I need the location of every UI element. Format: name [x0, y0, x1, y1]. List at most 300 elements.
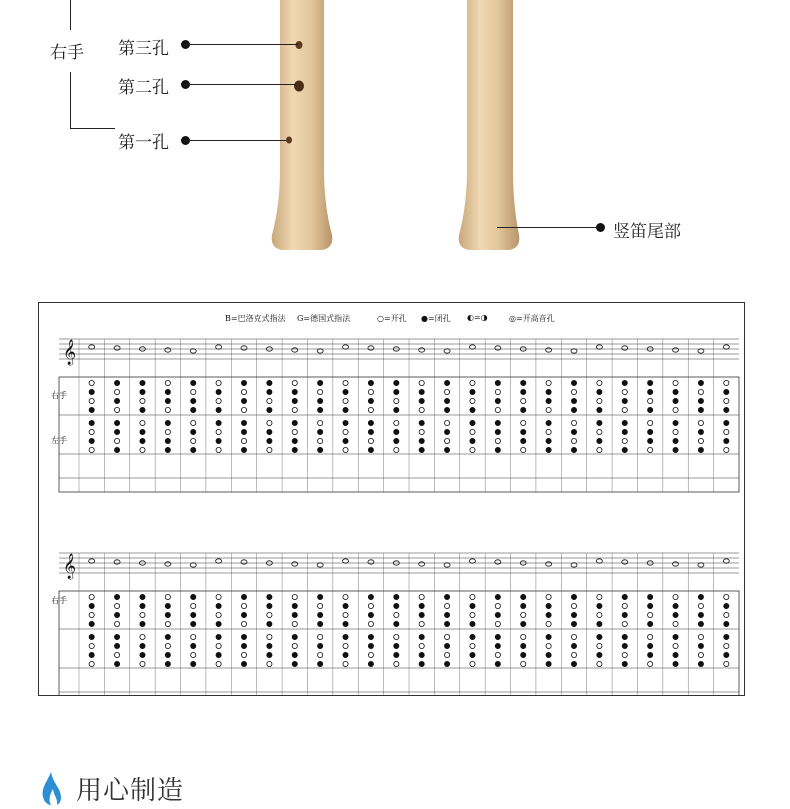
finger-hole — [495, 438, 500, 443]
finger-hole — [622, 621, 627, 626]
finger-hole — [267, 429, 272, 434]
finger-hole — [318, 661, 323, 666]
finger-hole — [368, 603, 373, 608]
finger-hole — [648, 438, 653, 443]
finger-hole — [267, 389, 272, 394]
finger-hole — [191, 594, 196, 599]
finger-hole — [140, 603, 145, 608]
finger-hole — [394, 652, 399, 657]
finger-hole — [495, 380, 500, 385]
note-head — [698, 563, 704, 567]
finger-hole — [648, 621, 653, 626]
finger-hole — [292, 380, 297, 385]
finger-hole — [419, 420, 424, 425]
finger-hole — [89, 594, 94, 599]
finger-hole — [368, 380, 373, 385]
finger-hole — [368, 661, 373, 666]
finger-hole — [241, 380, 246, 385]
finger-hole — [495, 594, 500, 599]
note-head — [165, 348, 171, 352]
note-head — [673, 562, 679, 566]
note-head — [317, 349, 323, 353]
finger-hole — [216, 661, 221, 666]
finger-hole — [444, 398, 449, 403]
finger-hole — [724, 643, 729, 648]
legend-halfhole: ◐=◑ — [467, 313, 488, 322]
finger-hole — [165, 389, 170, 394]
finger-hole — [89, 420, 94, 425]
recorder-right-photo — [455, 0, 535, 252]
finger-hole — [241, 634, 246, 639]
finger-hole — [622, 438, 627, 443]
finger-hole — [140, 420, 145, 425]
finger-hole — [216, 447, 221, 452]
finger-hole — [292, 429, 297, 434]
finger-hole — [597, 621, 602, 626]
finger-hole — [368, 634, 373, 639]
finger-hole — [114, 407, 119, 412]
finger-hole — [571, 389, 576, 394]
finger-hole — [546, 398, 551, 403]
finger-hole — [267, 612, 272, 617]
finger-hole — [521, 380, 526, 385]
finger-hole — [165, 594, 170, 599]
finger-hole — [571, 612, 576, 617]
hole1-label: 第一孔 — [118, 133, 169, 153]
finger-hole — [267, 438, 272, 443]
finger-hole — [495, 407, 500, 412]
finger-hole — [368, 389, 373, 394]
finger-hole — [648, 407, 653, 412]
note-head — [114, 346, 120, 350]
finger-hole — [165, 420, 170, 425]
finger-hole — [368, 420, 373, 425]
finger-hole — [673, 398, 678, 403]
finger-hole — [140, 634, 145, 639]
finger-hole — [191, 389, 196, 394]
note-head — [622, 560, 628, 564]
finger-hole — [89, 652, 94, 657]
finger-hole — [318, 389, 323, 394]
finger-hole — [292, 407, 297, 412]
finger-hole — [521, 420, 526, 425]
finger-hole — [89, 603, 94, 608]
finger-hole — [292, 594, 297, 599]
finger-hole — [597, 438, 602, 443]
finger-hole — [495, 429, 500, 434]
finger-hole — [318, 652, 323, 657]
finger-hole — [597, 380, 602, 385]
finger-hole — [267, 398, 272, 403]
finger-hole — [419, 438, 424, 443]
finger-hole — [368, 407, 373, 412]
finger-hole — [165, 438, 170, 443]
finger-hole — [470, 407, 475, 412]
finger-hole — [89, 634, 94, 639]
finger-hole — [368, 652, 373, 657]
finger-hole — [597, 634, 602, 639]
finger-hole — [597, 643, 602, 648]
finger-hole — [444, 380, 449, 385]
finger-hole — [191, 447, 196, 452]
finger-hole — [470, 420, 475, 425]
finger-hole — [343, 612, 348, 617]
finger-hole — [318, 612, 323, 617]
finger-hole — [394, 420, 399, 425]
finger-hole — [343, 652, 348, 657]
finger-hole — [521, 643, 526, 648]
finger-hole — [140, 643, 145, 648]
finger-hole — [724, 389, 729, 394]
finger-hole — [140, 407, 145, 412]
finger-hole — [673, 380, 678, 385]
finger-hole — [648, 429, 653, 434]
finger-hole — [89, 398, 94, 403]
finger-hole — [241, 661, 246, 666]
finger-hole — [191, 652, 196, 657]
note-head — [469, 345, 475, 349]
finger-hole — [673, 407, 678, 412]
finger-hole — [419, 389, 424, 394]
finger-hole — [597, 420, 602, 425]
finger-hole — [546, 643, 551, 648]
finger-hole — [292, 652, 297, 657]
note-head — [190, 349, 196, 353]
finger-hole — [419, 652, 424, 657]
finger-hole — [394, 594, 399, 599]
finger-hole — [267, 643, 272, 648]
finger-hole — [597, 612, 602, 617]
finger-hole — [191, 398, 196, 403]
finger-hole — [318, 634, 323, 639]
finger-hole — [318, 429, 323, 434]
finger-hole — [724, 652, 729, 657]
note-head — [317, 563, 323, 567]
finger-hole — [165, 407, 170, 412]
finger-hole — [267, 380, 272, 385]
finger-hole — [267, 603, 272, 608]
finger-hole — [241, 389, 246, 394]
note-head — [165, 562, 171, 566]
tail-label: 竖笛尾部 — [613, 222, 681, 242]
finger-hole — [673, 420, 678, 425]
finger-hole — [191, 429, 196, 434]
finger-hole — [165, 634, 170, 639]
finger-hole — [241, 447, 246, 452]
finger-hole — [89, 661, 94, 666]
finger-hole — [698, 380, 703, 385]
finger-hole — [394, 661, 399, 666]
finger-hole — [521, 389, 526, 394]
finger-hole — [114, 643, 119, 648]
note-head — [292, 562, 298, 566]
finger-hole — [546, 603, 551, 608]
note-head — [495, 346, 501, 350]
finger-hole — [521, 398, 526, 403]
finger-hole — [165, 612, 170, 617]
finger-hole — [495, 398, 500, 403]
finger-hole — [546, 612, 551, 617]
finger-hole — [216, 643, 221, 648]
finger-hole — [546, 420, 551, 425]
finger-hole — [597, 429, 602, 434]
finger-hole — [292, 603, 297, 608]
finger-hole — [165, 603, 170, 608]
finger-hole — [444, 420, 449, 425]
finger-hole — [292, 634, 297, 639]
finger-hole — [470, 652, 475, 657]
finger-hole — [546, 661, 551, 666]
finger-hole — [267, 594, 272, 599]
finger-hole — [191, 621, 196, 626]
finger-hole — [470, 380, 475, 385]
finger-hole — [470, 594, 475, 599]
finger-hole — [571, 429, 576, 434]
finger-hole — [673, 429, 678, 434]
note-head — [596, 345, 602, 349]
finger-hole — [343, 603, 348, 608]
finger-hole — [571, 634, 576, 639]
note-head — [190, 563, 196, 567]
tail-leader — [497, 227, 597, 228]
finger-hole — [343, 389, 348, 394]
finger-hole — [571, 420, 576, 425]
finger-hole — [495, 603, 500, 608]
finger-hole — [521, 612, 526, 617]
finger-hole — [368, 643, 373, 648]
finger-hole — [114, 621, 119, 626]
finger-hole — [292, 621, 297, 626]
finger-hole — [241, 621, 246, 626]
finger-hole — [724, 661, 729, 666]
finger-hole — [343, 594, 348, 599]
finger-hole — [216, 420, 221, 425]
finger-hole — [521, 594, 526, 599]
finger-hole — [521, 447, 526, 452]
finger-hole — [89, 447, 94, 452]
hole2-label: 第二孔 — [118, 78, 169, 98]
right-hand-label: 右手 — [50, 43, 84, 63]
recorder-left-photo — [262, 0, 342, 252]
finger-hole — [114, 634, 119, 639]
finger-hole — [165, 429, 170, 434]
finger-hole — [698, 420, 703, 425]
finger-hole — [673, 612, 678, 617]
finger-hole — [89, 621, 94, 626]
finger-hole — [368, 594, 373, 599]
finger-hole — [571, 621, 576, 626]
finger-hole — [394, 389, 399, 394]
finger-hole — [470, 603, 475, 608]
finger-hole — [521, 429, 526, 434]
finger-hole — [165, 661, 170, 666]
finger-hole — [724, 380, 729, 385]
tail-marker — [596, 223, 605, 232]
finger-hole — [724, 407, 729, 412]
finger-hole — [318, 603, 323, 608]
finger-hole — [140, 661, 145, 666]
finger-hole — [241, 438, 246, 443]
finger-hole — [622, 594, 627, 599]
finger-hole — [698, 447, 703, 452]
finger-hole — [724, 594, 729, 599]
finger-hole — [343, 380, 348, 385]
finger-hole — [495, 621, 500, 626]
finger-hole — [318, 407, 323, 412]
finger-hole — [292, 438, 297, 443]
finger-hole — [470, 634, 475, 639]
finger-hole — [571, 594, 576, 599]
treble-clef: 𝄞 — [63, 554, 77, 579]
finger-hole — [140, 621, 145, 626]
finger-hole — [648, 603, 653, 608]
finger-hole — [698, 621, 703, 626]
hand-label: 右手 — [51, 596, 67, 605]
finger-hole — [673, 652, 678, 657]
finger-hole — [419, 621, 424, 626]
finger-hole — [444, 612, 449, 617]
hole3-leader — [186, 44, 298, 45]
finger-hole — [140, 612, 145, 617]
finger-hole — [343, 621, 348, 626]
finger-hole — [444, 603, 449, 608]
finger-hole — [89, 612, 94, 617]
finger-hole — [165, 398, 170, 403]
finger-hole — [241, 594, 246, 599]
note-head — [444, 349, 450, 353]
finger-hole — [89, 380, 94, 385]
treble-clef: 𝄞 — [63, 340, 77, 365]
finger-hole — [521, 621, 526, 626]
note-head — [368, 560, 374, 564]
finger-hole — [216, 389, 221, 394]
finger-hole — [546, 407, 551, 412]
finger-hole — [571, 407, 576, 412]
finger-hole — [444, 389, 449, 394]
finger-hole — [318, 594, 323, 599]
note-head — [114, 560, 120, 564]
finger-hole — [394, 447, 399, 452]
finger-hole — [292, 612, 297, 617]
finger-hole — [343, 429, 348, 434]
finger-hole — [368, 429, 373, 434]
finger-hole — [597, 398, 602, 403]
finger-hole — [318, 420, 323, 425]
finger-hole — [267, 634, 272, 639]
finger-hole — [724, 603, 729, 608]
finger-hole — [419, 594, 424, 599]
bracket-top — [70, 0, 71, 30]
finger-hole — [648, 389, 653, 394]
finger-hole — [622, 407, 627, 412]
finger-hole — [597, 594, 602, 599]
finger-hole — [216, 429, 221, 434]
bracket-foot — [70, 128, 115, 129]
finger-hole — [724, 612, 729, 617]
finger-hole — [140, 429, 145, 434]
note-head — [368, 346, 374, 350]
finger-hole — [343, 447, 348, 452]
finger-hole — [394, 621, 399, 626]
finger-hole — [622, 603, 627, 608]
finger-hole — [648, 612, 653, 617]
note-head — [292, 348, 298, 352]
finger-hole — [216, 652, 221, 657]
finger-hole — [394, 603, 399, 608]
finger-hole — [216, 612, 221, 617]
note-head — [622, 346, 628, 350]
finger-hole — [673, 438, 678, 443]
finger-hole — [622, 643, 627, 648]
finger-hole — [571, 438, 576, 443]
finger-hole — [191, 634, 196, 639]
finger-hole — [292, 643, 297, 648]
finger-hole — [140, 438, 145, 443]
finger-hole — [114, 398, 119, 403]
finger-hole — [216, 380, 221, 385]
finger-hole — [394, 407, 399, 412]
hand-label: 右手 — [51, 391, 67, 400]
finger-hole — [114, 603, 119, 608]
finger-hole — [444, 429, 449, 434]
finger-hole — [495, 612, 500, 617]
finger-hole — [597, 603, 602, 608]
finger-hole — [470, 621, 475, 626]
finger-hole — [724, 420, 729, 425]
finger-hole — [648, 643, 653, 648]
finger-hole — [89, 438, 94, 443]
finger-hole — [673, 594, 678, 599]
finger-hole — [444, 634, 449, 639]
finger-hole — [368, 612, 373, 617]
finger-hole — [521, 438, 526, 443]
finger-hole — [495, 634, 500, 639]
finger-hole — [622, 398, 627, 403]
finger-hole — [444, 447, 449, 452]
finger-hole — [698, 634, 703, 639]
finger-hole — [648, 380, 653, 385]
finger-hole — [444, 621, 449, 626]
finger-hole — [470, 429, 475, 434]
hole-1 — [286, 137, 292, 144]
finger-hole — [597, 661, 602, 666]
finger-hole — [343, 407, 348, 412]
finger-hole — [394, 380, 399, 385]
finger-hole — [622, 447, 627, 452]
finger-hole — [419, 447, 424, 452]
finger-hole — [267, 652, 272, 657]
finger-hole — [267, 447, 272, 452]
hole-2 — [294, 81, 304, 92]
finger-hole — [622, 652, 627, 657]
legend-open: ○=开孔 — [377, 314, 407, 323]
finger-hole — [597, 652, 602, 657]
finger-hole — [470, 398, 475, 403]
hole2-leader — [186, 84, 296, 85]
finger-hole — [571, 380, 576, 385]
finger-hole — [216, 621, 221, 626]
finger-hole — [698, 612, 703, 617]
legend-german: G=德国式指法 — [297, 314, 351, 323]
finger-hole — [622, 380, 627, 385]
legend-high: ◎=开高音孔 — [509, 314, 555, 323]
finger-hole — [241, 429, 246, 434]
finger-hole — [292, 447, 297, 452]
finger-hole — [140, 594, 145, 599]
finger-hole — [546, 594, 551, 599]
finger-hole — [444, 652, 449, 657]
finger-hole — [622, 429, 627, 434]
